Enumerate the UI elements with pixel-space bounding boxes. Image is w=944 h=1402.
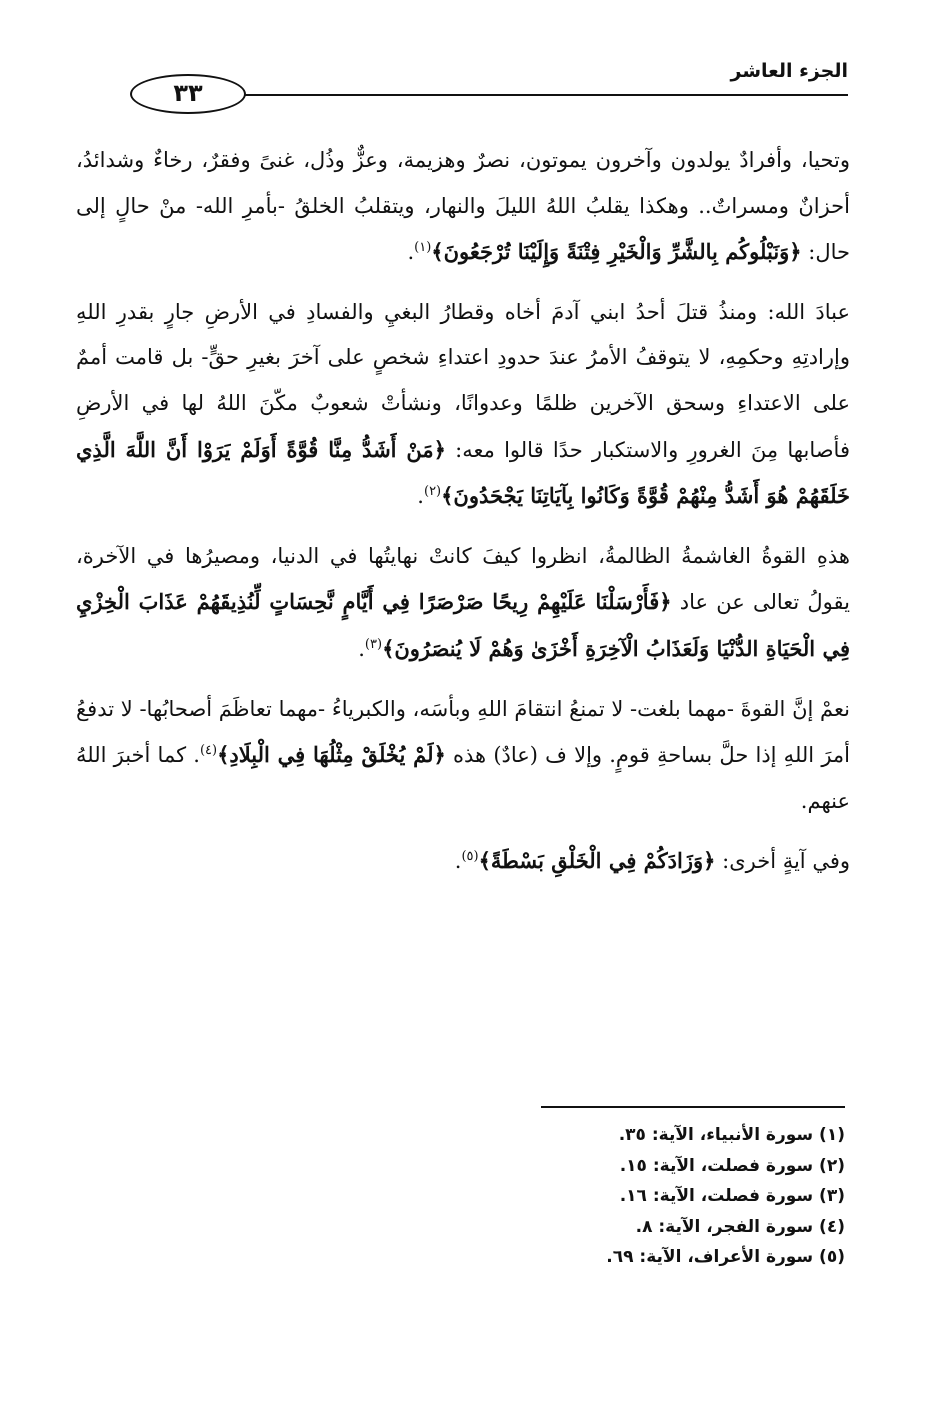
paragraph-text-end: .	[407, 240, 415, 265]
quran-verse: ﴿وَنَبْلُوكُم بِالشَّرِّ وَالْخَيْرِ فِتْنَةً وَإِلَيْنَا تُرْجَعُونَ﴾	[431, 239, 802, 265]
paragraph-text: هذهِ القوةُ الغاشمةُ الظالمةُ، انظروا كيفَ كانتْ نهايتُها في الدنيا، ومصيرُها في الآخرة، يقولُ تعالى عن عاد	[76, 543, 850, 615]
footnote: (١) سورة الأنبياء، الآية: ٣٥.	[618, 1125, 845, 1145]
paragraph-text: وفي آيةٍ أخرى:	[715, 849, 850, 874]
footnote-reference: (٢)	[423, 484, 442, 500]
footnote-reference: (٣)	[364, 636, 383, 652]
footnote: (٤) سورة الفجر، الآية: ٨.	[635, 1216, 845, 1237]
footnote: (٥) سورة الأعراف، الآية: ٦٩.	[606, 1247, 845, 1267]
quran-verse: ﴿فَأَرْسَلْنَا عَلَيْهِمْ رِيحًا صَرْصَرًا فِي أَيَّامٍ نَّحِسَاتٍ لِّنُذِيقَهُمْ عَذَابَ الْخِزْيِ فِي الْحَيَاةِ الدُّنْيَا وَلَعَذَابُ الْآخِرَةِ أَخْزَىٰ وَهُمْ لَا يُنصَرُونَ﴾	[76, 589, 850, 661]
chapter-title: الجزء العاشر	[730, 60, 848, 82]
paragraph	[76, 838, 850, 885]
page-header	[78, 52, 848, 112]
page-number: ٣٣	[130, 74, 246, 114]
paragraph	[76, 138, 850, 276]
paragraph-text: نعمْ إنَّ القوةَ -مهما بلغت- لا تمنعُ انتقامَ اللهِ وبأسَه، والكبرياءُ -مهما تعاظَمَ أصحابُها- لا تدفعُ أمرَ اللهِ إذا حلَّ بساحةِ قومٍ. وإلا ف (عادٌ) هذه	[76, 696, 850, 768]
paragraph-text: عبادَ الله: ومنذُ قتلَ أحدُ ابني آدمَ أخاه وقطارُ البغيِ والفسادِ في الأرضِ جارٍ بقدرِ اللهِ وإرادتِهِ وحكمِهِ، لا يتوقفُ الأمرُ عندَ حدودِ اعتداءِ شخصٍ على آخرَ بغيرِ حقٍّ- بل قامت أممٌ على الاعتداءِ وسحق الآخرين ظلمًا وعدوانًا، ونشأتْ شعوبٌ مكّنَ اللهُ لها في الأرضِ فأصابها مِنَ الغرورِ والاستكبار حدًا قالوا معه:	[76, 299, 850, 462]
quran-verse: ﴿لَمْ يُخْلَقْ مِثْلُهَا فِي الْبِلَادِ﴾	[217, 742, 446, 768]
paragraph	[76, 290, 850, 520]
paragraph	[76, 687, 850, 825]
paragraph-text: وتحيا، وأفرادٌ يولدون وآخرون يموتون، نصرٌ وهزيمة، وعزٌّ وذُل، غنىً وفقرٌ، رخاءٌ وشدائدُ، أحزانٌ ومسراتٌ.. وهكذا يقلبُ اللهُ الليلَ والنهار، ويتقلبُ الخلقُ -بأمرِ الله- منْ حالٍ إلى حال:	[76, 148, 850, 265]
paragraph-text-end: .	[454, 849, 462, 874]
paragraph	[76, 534, 850, 673]
paragraph-text-end: . كما أخبرَ اللهُ عنهم.	[76, 743, 850, 813]
paragraph-text-end: .	[417, 484, 424, 509]
footnote-reference: (٤)	[199, 743, 218, 759]
footnote: (٢) سورة فصلت، الآية: ١٥.	[619, 1155, 845, 1176]
header-rule	[218, 94, 848, 96]
footnote-separator	[541, 1106, 845, 1108]
footnote-reference: (٥)	[461, 849, 479, 865]
quran-verse: ﴿وَزَادَكُمْ فِي الْخَلْقِ بَسْطَةً﴾	[478, 848, 716, 874]
paragraph-text-end: .	[358, 636, 365, 661]
body-text	[76, 138, 850, 885]
footnote: (٣) سورة فصلت، الآية: ١٦.	[619, 1186, 845, 1206]
footnotes	[245, 1120, 845, 1273]
quran-verse: ﴿مَنْ أَشَدُّ مِنَّا قُوَّةً أَوَلَمْ يَرَوْا أَنَّ اللَّهَ الَّذِي خَلَقَهُمْ هُوَ أَشَدُّ مِنْهُمْ قُوَّةً وَكَانُوا بِآيَاتِنَا يَجْحَدُونَ﴾	[76, 436, 850, 509]
footnote-reference: (١)	[414, 240, 432, 256]
